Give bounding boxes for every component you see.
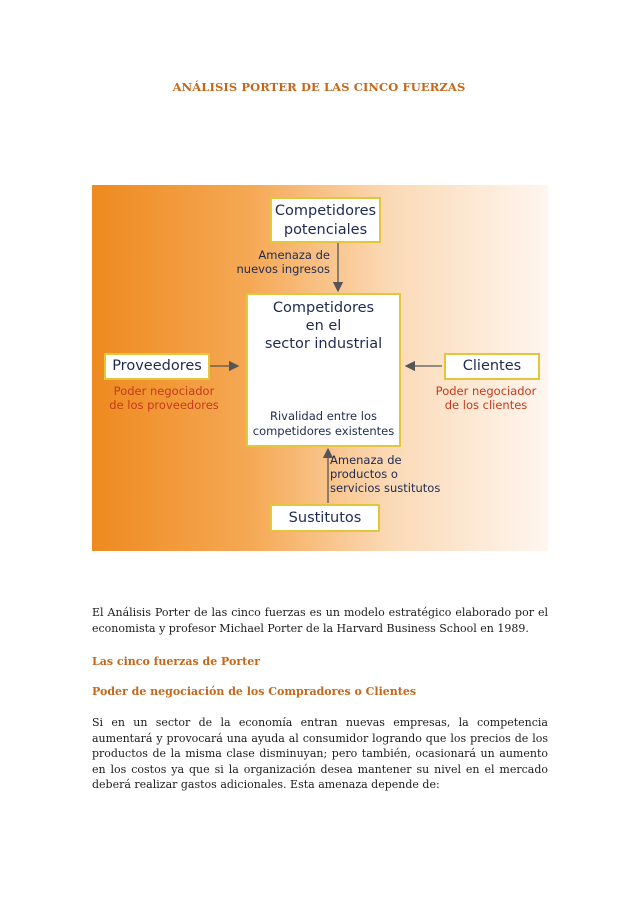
substitutes-box [270,504,380,532]
intro-paragraph: El Análisis Porter de las cinco fuerzas es un modelo estratégico elaborado por el economista y profesor Michael Porter de la Harvard Business School en 1989. [92,606,548,635]
suppliers-box [104,353,210,380]
supplier-power-line-2: de los proveedores [109,398,219,412]
potential-line-1: Competidores [274,203,377,219]
center-line-1: Competidores [272,300,375,316]
entry-threat-line-1: Amenaza de [258,248,330,262]
substitute-threat-line-1: Amenaza de [330,453,402,467]
suppliers-label: Proveedores [112,358,202,374]
center-line-2: en el [305,318,342,334]
substitutes-label: Sustitutos [288,510,362,526]
supplier-power-label [104,384,224,412]
center-line-3: sector industrial [264,336,383,352]
page-title: ANÁLISIS PORTER DE LAS CINCO FUERZAS [172,80,466,94]
potential-line-2: potenciales [283,222,368,238]
entry-threat-line-2: nuevos ingresos [236,262,330,276]
potential-competitors-box [270,197,381,243]
body-paragraph: Si en un sector de la economía entran nuevas empresas, la competencia aumentará y provocará una ayuda al consumidor logrando que los precios de los productos de la misma clase disminuyan; pero también, ocasionará un aumento en los costos ya que si la organización desea mantener su nivel en el mercado deberá realizar gastos adicionales. Esta amenaza depende de: [92,716,548,791]
clients-label: Clientes [462,358,522,374]
entry-threat-label [216,248,330,276]
substitute-threat-label [330,453,500,495]
clients-box [444,353,540,380]
supplier-power-line-1: Poder negociador [113,384,215,398]
porter-five-forces-diagram [92,185,548,551]
rivalry-line-1: Rivalidad entre los [269,409,378,423]
rivalry-line-2: competidores existentes [252,424,395,438]
subsection-heading: Poder de negociación de los Compradores o Clientes [92,685,417,698]
client-power-line-2: de los clientes [444,398,528,412]
rivalry-label [248,409,399,439]
section-heading: Las cinco fuerzas de Porter [92,655,261,668]
client-power-label [426,384,546,412]
industry-competitors-box [246,293,401,447]
substitute-threat-line-2: productos o [330,467,398,481]
client-power-line-1: Poder negociador [435,384,537,398]
substitute-threat-line-3: servicios sustitutos [330,481,441,495]
